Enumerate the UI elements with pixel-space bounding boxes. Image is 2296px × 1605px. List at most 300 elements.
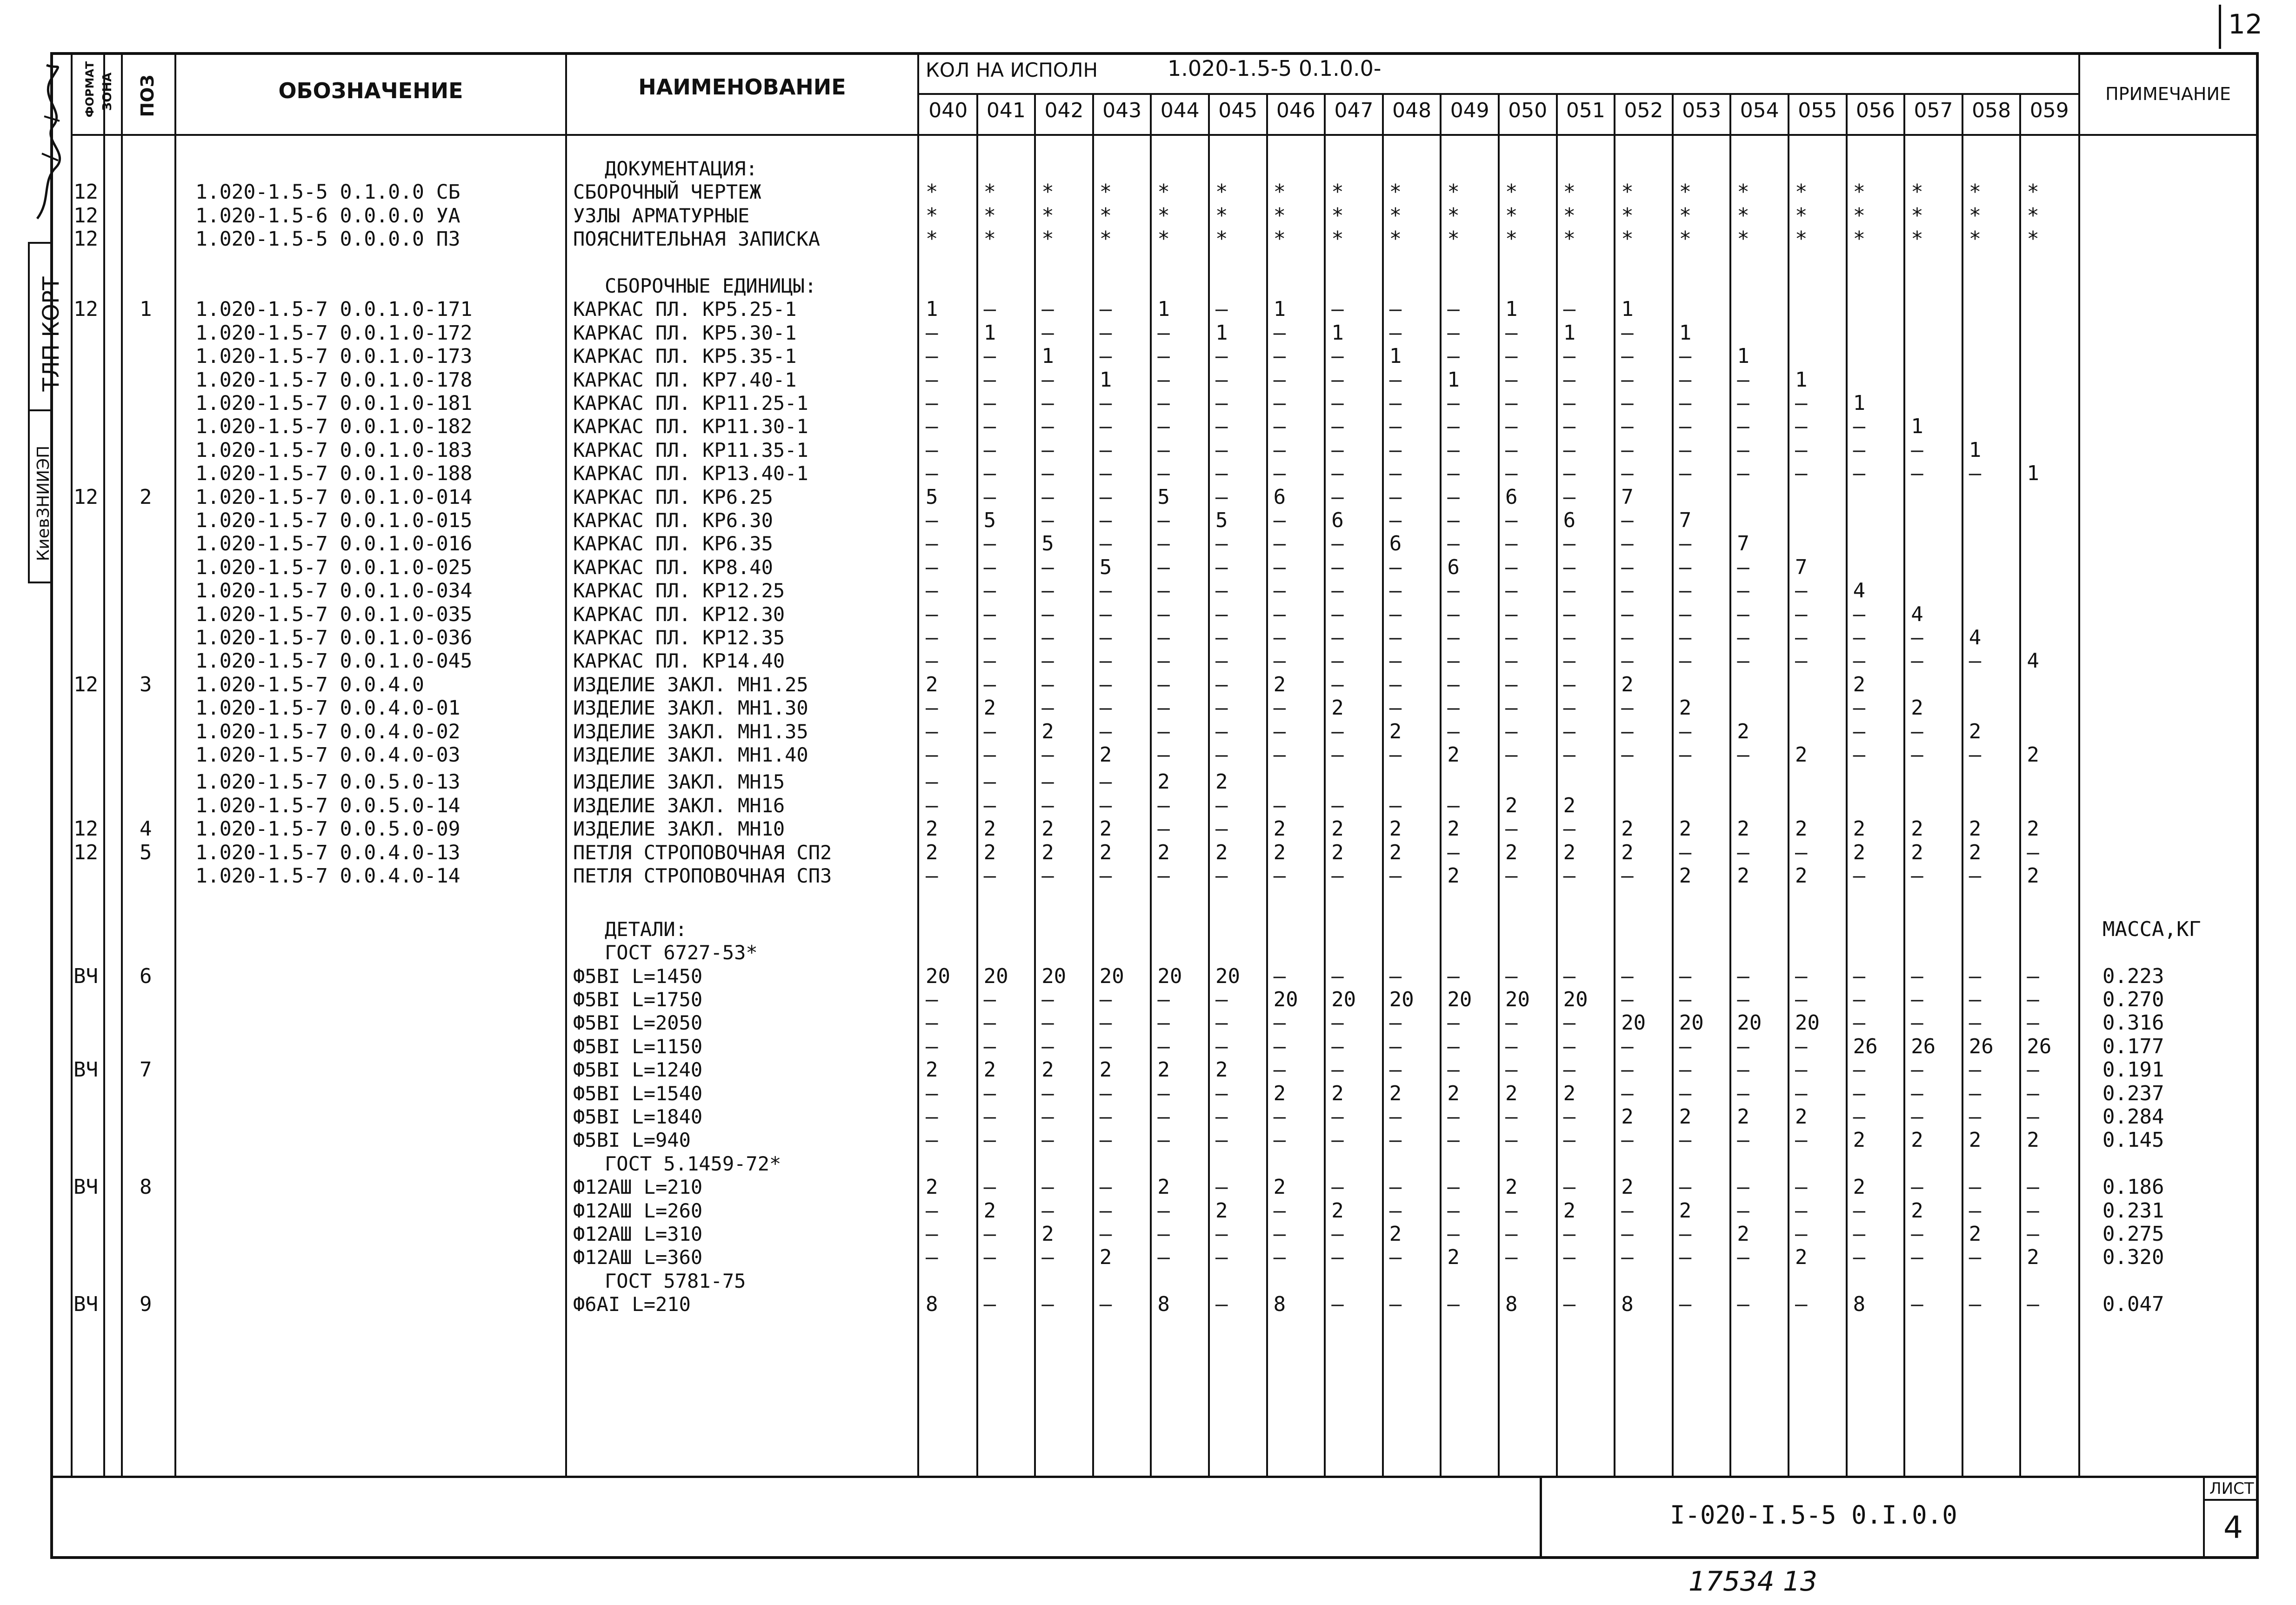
qty-cell: 2 — [1737, 1222, 1749, 1246]
qty-cell: 4 — [1969, 626, 1982, 649]
qty-cell: 2 — [1389, 840, 1402, 864]
qty-cell: – — [926, 770, 938, 794]
qty-cell — [1209, 157, 1268, 181]
qty-cell: * — [1389, 227, 1402, 251]
qty-cell: – — [1331, 368, 1344, 392]
qty-cell: – — [1389, 1034, 1402, 1058]
qty-cell: – — [1563, 391, 1576, 415]
qty-cell: – — [1041, 555, 1054, 579]
qty-cell — [919, 918, 978, 941]
qty-cell: – — [1215, 743, 1228, 767]
qty-cell: – — [1447, 1011, 1460, 1035]
qty-cell — [1730, 941, 1789, 964]
qty-cell: 5 — [926, 485, 938, 509]
variant-header: 059 — [2029, 99, 2069, 122]
qty-cell: – — [1679, 1175, 1692, 1199]
qty-cell: – — [1331, 579, 1344, 603]
qty-cell — [1789, 157, 1847, 181]
qty-cell: – — [1737, 649, 1749, 673]
qty-cell — [1093, 251, 1152, 274]
qty-cell — [1962, 1152, 2021, 1176]
qty-cell — [1383, 770, 1442, 794]
qty-cell — [1151, 274, 1209, 298]
qty-cell: – — [1505, 368, 1518, 392]
qty-cell — [1093, 1152, 1152, 1176]
qty-cell — [1789, 888, 1847, 911]
qty-cell — [1093, 1270, 1152, 1293]
qty-cell: – — [1273, 1058, 1286, 1082]
row-name: Ф6АI L=210 — [573, 1293, 691, 1316]
qty-cell: * — [1969, 227, 1982, 251]
qty-cell: – — [1505, 1058, 1518, 1082]
row-name: Ф5ВI L=2050 — [573, 1011, 703, 1035]
row-name: Ф5ВI L=940 — [573, 1129, 691, 1152]
qty-cell: 20 — [1273, 988, 1298, 1011]
qty-cell: – — [1331, 626, 1344, 649]
qty-cell: – — [1157, 1198, 1170, 1223]
qty-cell: * — [1679, 227, 1692, 251]
qty-cell: – — [1331, 438, 1344, 462]
stamp-org: ТЛП КОРТ — [38, 276, 64, 392]
qty-cell: – — [1041, 988, 1054, 1011]
row-note: 0.047 — [2102, 1292, 2164, 1317]
qty-cell — [2020, 673, 2079, 696]
qty-cell — [1904, 888, 1963, 911]
qty-cell — [1325, 1270, 1383, 1293]
qty-cell: 2 — [1795, 1105, 1808, 1129]
qty-cell — [1730, 770, 1789, 794]
qty-cell: 2 — [1389, 1222, 1402, 1246]
qty-cell — [1962, 321, 2021, 345]
qty-cell: – — [1331, 1175, 1344, 1199]
qty-cell: – — [1331, 964, 1344, 988]
qty-cell: * — [1041, 227, 1054, 251]
qty-cell: 1 — [1737, 344, 1749, 368]
qty-cell: * — [1911, 203, 1923, 227]
qty-cell: 20 — [1099, 964, 1124, 988]
qty-cell: – — [1563, 415, 1576, 439]
qty-cell: 2 — [1563, 793, 1576, 817]
qty-cell: – — [1447, 602, 1460, 626]
qty-cell: – — [1041, 321, 1054, 345]
qty-cell: – — [1041, 579, 1054, 603]
row-pos: 4 — [140, 817, 152, 841]
qty-cell: – — [1389, 672, 1402, 696]
qty-cell: – — [983, 461, 996, 486]
qty-cell: * — [1273, 203, 1286, 227]
qty-cell: * — [1737, 203, 1749, 227]
row-note: 0.237 — [2102, 1081, 2164, 1105]
qty-cell: – — [1041, 461, 1054, 486]
row-designation: 1.020-1.5-7 0.0.1.0-172 — [195, 321, 473, 345]
qty-cell: – — [1157, 696, 1170, 720]
qty-cell — [1789, 486, 1847, 509]
qty-cell: – — [1563, 555, 1576, 579]
row-name: КАРКАС ПЛ. КР7.40-1 — [573, 368, 797, 391]
qty-cell — [1847, 368, 1905, 392]
qty-cell: 2 — [926, 840, 938, 864]
qty-cell: – — [1157, 719, 1170, 743]
qty-cell: – — [1679, 415, 1692, 439]
qty-cell: 8 — [1505, 1292, 1518, 1317]
qty-cell: – — [1795, 649, 1808, 673]
qty-cell: 2 — [1099, 743, 1112, 767]
qty-cell: 2 — [1737, 817, 1749, 841]
qty-cell: – — [983, 770, 996, 794]
qty-cell: 6 — [1505, 485, 1518, 509]
qty-cell: – — [1737, 964, 1749, 988]
row-name: ИЗДЕЛИЕ ЗАКЛ. МН1.40 — [573, 743, 808, 766]
qty-cell: – — [1737, 743, 1749, 767]
row-designation: 1.020-1.5-7 0.0.1.0-015 — [195, 509, 473, 532]
row-name: ГОСТ 5.1459-72* — [605, 1152, 781, 1175]
qty-cell: – — [1737, 415, 1749, 439]
qty-cell — [1847, 274, 1905, 298]
row-pos: 1 — [140, 297, 152, 321]
qty-cell: – — [983, 1128, 996, 1152]
qty-cell: – — [1273, 1011, 1286, 1035]
qty-cell — [1789, 274, 1847, 298]
qty-cell — [1789, 509, 1847, 532]
qty-cell: – — [1273, 602, 1286, 626]
qty-cell: – — [1447, 321, 1460, 345]
qty-cell: – — [1679, 579, 1692, 603]
qty-cell: 2 — [983, 1058, 996, 1082]
qty-cell — [1151, 888, 1209, 911]
row-name: КАРКАС ПЛ. КР6.25 — [573, 485, 773, 508]
qty-cell: – — [926, 719, 938, 743]
qty-cell: – — [1331, 415, 1344, 439]
qty-cell: – — [1215, 438, 1228, 462]
variant-header: 041 — [986, 99, 1026, 122]
qty-cell: * — [1969, 180, 1982, 204]
qty-cell — [2020, 486, 2079, 509]
qty-cell: * — [1621, 227, 1634, 251]
qty-cell: – — [1969, 1058, 1982, 1082]
qty-cell — [2020, 941, 2079, 964]
row-name: КАРКАС ПЛ. КР13.40-1 — [573, 462, 808, 485]
qty-cell — [2020, 157, 2079, 181]
qty-cell: – — [1563, 1128, 1576, 1152]
qty-cell: – — [1911, 719, 1923, 743]
qty-cell — [2020, 439, 2079, 462]
row-designation: 1.020-1.5-7 0.0.4.0-13 — [195, 841, 461, 864]
variant-header: 047 — [1334, 99, 1374, 122]
qty-cell: – — [1679, 1034, 1692, 1058]
qty-cell: 7 — [1621, 485, 1634, 509]
qty-cell: 1 — [1563, 321, 1576, 345]
qty-cell: 8 — [1621, 1292, 1634, 1317]
qty-cell: * — [1389, 180, 1402, 204]
qty-cell: – — [1215, 1128, 1228, 1152]
qty-cell: 2 — [1621, 672, 1634, 696]
qty-cell: – — [1041, 1245, 1054, 1270]
qty-cell: 2 — [1679, 1105, 1692, 1129]
qty-cell: * — [1853, 227, 1866, 251]
qty-cell: – — [1157, 1105, 1170, 1129]
qty-cell: – — [1273, 321, 1286, 345]
qty-cell: 2 — [1853, 1175, 1866, 1199]
row-name: Ф5ВI L=1450 — [573, 964, 703, 988]
qty-cell — [1962, 415, 2021, 438]
qty-cell: 2 — [926, 1058, 938, 1082]
qty-cell — [1962, 368, 2021, 392]
qty-cell: – — [983, 438, 996, 462]
qty-cell: – — [1505, 555, 1518, 579]
qty-cell: 2 — [1505, 1175, 1518, 1199]
col-line-format-left — [71, 52, 73, 1476]
qty-cell: – — [1563, 1058, 1576, 1082]
qty-cell — [1383, 1152, 1442, 1176]
qty-cell: – — [1679, 988, 1692, 1011]
qty-cell: – — [1853, 743, 1866, 767]
qty-cell: 1 — [983, 321, 996, 345]
row-note: 0.275 — [2102, 1222, 2164, 1246]
qty-cell: 5 — [1215, 508, 1228, 532]
qty-cell: – — [1273, 1034, 1286, 1058]
qty-cell — [1441, 274, 1499, 298]
qty-cell: – — [1157, 602, 1170, 626]
qty-cell: – — [1389, 438, 1402, 462]
qty-cell — [1615, 157, 1673, 181]
qty-cell: * — [1447, 180, 1460, 204]
qty-cell: – — [1853, 719, 1866, 743]
qty-cell — [1789, 298, 1847, 321]
qty-cell: 2 — [1215, 1058, 1228, 1082]
qty-cell: – — [1389, 368, 1402, 392]
qty-cell: – — [1563, 649, 1576, 673]
qty-cell: 1 — [2027, 461, 2039, 486]
qty-cell: – — [1795, 415, 1808, 439]
qty-cell: – — [1157, 579, 1170, 603]
qty-cell: – — [1911, 1292, 1923, 1317]
qty-cell: – — [1273, 438, 1286, 462]
qty-cell: – — [1505, 696, 1518, 720]
header-note: ПРИМЕЧАНИЕ — [2105, 84, 2231, 104]
qty-cell: – — [1853, 1245, 1866, 1270]
qty-cell: – — [1853, 649, 1866, 673]
qty-cell — [1267, 157, 1326, 181]
qty-cell — [2020, 298, 2079, 321]
qty-cell: – — [926, 1198, 938, 1223]
row-format: 12 — [73, 672, 98, 696]
qty-cell — [1673, 941, 1731, 964]
row-note: 0.320 — [2102, 1245, 2164, 1270]
qty-cell: – — [1215, 817, 1228, 841]
row-name: КАРКАС ПЛ. КР12.35 — [573, 626, 785, 649]
qty-cell — [2020, 251, 2079, 274]
qty-cell: – — [983, 1292, 996, 1317]
qty-cell — [1847, 298, 1905, 321]
row-designation: 1.020-1.5-5 0.0.0.0 ПЗ — [195, 227, 461, 251]
qty-cell: * — [1621, 180, 1634, 204]
row-note: 0.270 — [2102, 988, 2164, 1011]
row-format: 12 — [73, 180, 98, 204]
qty-cell: 2 — [1273, 1081, 1286, 1105]
qty-cell — [1209, 251, 1268, 274]
row-name: ДОКУМЕНТАЦИЯ: — [605, 157, 758, 180]
qty-cell — [1789, 532, 1847, 555]
qty-cell — [2020, 1152, 2079, 1176]
row-name: Ф5ВI L=1240 — [573, 1058, 703, 1082]
qty-cell: 20 — [1737, 1011, 1762, 1035]
row-name: КАРКАС ПЛ. КР11.30-1 — [573, 415, 808, 438]
qty-cell — [1904, 918, 1963, 941]
qty-cell — [1730, 673, 1789, 696]
stamp-box-rule-2 — [28, 409, 51, 411]
row-name: Ф12АШ L=360 — [573, 1246, 703, 1269]
row-name: Ф5ВI L=1750 — [573, 988, 703, 1011]
qty-cell — [977, 941, 1036, 964]
qty-cell: * — [926, 227, 938, 251]
qty-cell: 2 — [1273, 817, 1286, 841]
qty-cell: 7 — [1737, 532, 1749, 556]
qty-cell: – — [1273, 344, 1286, 368]
qty-cell — [1035, 918, 1094, 941]
qty-cell — [1441, 770, 1499, 794]
qty-cell: – — [1447, 508, 1460, 532]
qty-cell: – — [983, 1034, 996, 1058]
qty-cell — [1209, 888, 1268, 911]
qty-cell: – — [1969, 1292, 1982, 1317]
row-designation: 1.020-1.5-7 0.0.4.0-01 — [195, 696, 461, 720]
qty-cell: – — [1447, 297, 1460, 321]
qty-cell: – — [1041, 1292, 1054, 1317]
qty-cell: – — [926, 461, 938, 486]
qty-cell: 2 — [1621, 1175, 1634, 1199]
doc-code: I-020-I.5-5 0.I.0.0 — [1670, 1500, 1957, 1530]
qty-cell: 2 — [1273, 840, 1286, 864]
qty-cell — [1962, 298, 2021, 321]
row-pos: 8 — [140, 1175, 152, 1199]
qty-cell — [1093, 941, 1152, 964]
qty-cell: – — [1447, 1105, 1460, 1129]
qty-cell: – — [1737, 602, 1749, 626]
qty-cell: * — [1331, 180, 1344, 204]
qty-cell: 26 — [1853, 1034, 1878, 1058]
qty-cell: – — [983, 1245, 996, 1270]
qty-cell: – — [926, 532, 938, 556]
row-designation: 1.020-1.5-7 0.0.5.0-09 — [195, 817, 461, 841]
handwritten-note: 17534 13 — [1689, 1565, 1817, 1597]
qty-cell — [977, 918, 1036, 941]
qty-cell: – — [1331, 1245, 1344, 1270]
qty-cell: 1 — [926, 297, 938, 321]
qty-cell — [1847, 321, 1905, 345]
qty-cell — [1847, 532, 1905, 555]
row-designation: 1.020-1.5-7 0.0.1.0-025 — [195, 555, 473, 579]
qty-cell: – — [1621, 579, 1634, 603]
qty-cell: – — [1273, 1198, 1286, 1223]
qty-cell: 2 — [1041, 1058, 1054, 1082]
qty-cell: 2 — [1969, 1222, 1982, 1246]
row-name: КАРКАС ПЛ. КР6.35 — [573, 532, 773, 555]
qty-cell: – — [1737, 1128, 1749, 1152]
qty-cell: – — [1621, 719, 1634, 743]
qty-cell: – — [1099, 988, 1112, 1011]
qty-cell: – — [1737, 988, 1749, 1011]
qty-cell: * — [1795, 203, 1808, 227]
qty-cell: – — [1505, 391, 1518, 415]
qty-cell — [1383, 274, 1442, 298]
qty-cell: 20 — [983, 964, 1008, 988]
qty-cell: 6 — [1389, 532, 1402, 556]
row-name: Ф12АШ L=310 — [573, 1223, 703, 1245]
qty-cell: – — [1795, 1175, 1808, 1199]
qty-cell — [1962, 673, 2021, 696]
row-name: ПОЯСНИТЕЛЬНАЯ ЗАПИСКА — [573, 227, 821, 251]
qty-cell — [1557, 888, 1615, 911]
qty-cell — [2020, 626, 2079, 649]
qty-cell: – — [1621, 321, 1634, 345]
qty-cell: 1 — [1969, 438, 1982, 462]
qty-cell: 5 — [1041, 532, 1054, 556]
qty-cell — [1730, 251, 1789, 274]
qty-cell — [1847, 345, 1905, 368]
qty-cell: – — [1215, 344, 1228, 368]
qty-cell: – — [1447, 485, 1460, 509]
qty-cell: – — [1795, 988, 1808, 1011]
qty-cell: 2 — [1273, 1175, 1286, 1199]
qty-cell: – — [983, 579, 996, 603]
qty-cell — [1035, 157, 1094, 181]
qty-cell: – — [1157, 672, 1170, 696]
qty-cell: – — [1621, 1081, 1634, 1105]
qty-cell: – — [1795, 1198, 1808, 1223]
row-format: 12 — [73, 817, 98, 841]
qty-cell: – — [1389, 508, 1402, 532]
qty-cell: – — [1099, 672, 1112, 696]
qty-cell — [1962, 345, 2021, 368]
qty-cell: – — [1737, 1292, 1749, 1317]
qty-cell: – — [1447, 438, 1460, 462]
qty-cell: 8 — [1273, 1292, 1286, 1317]
qty-cell: – — [1621, 391, 1634, 415]
qty-cell: – — [1157, 1011, 1170, 1035]
row-name: Ф5ВI L=1840 — [573, 1105, 703, 1128]
qty-cell: – — [2027, 1175, 2039, 1199]
qty-cell: – — [983, 555, 996, 579]
qty-cell: – — [1273, 1128, 1286, 1152]
qty-cell: – — [1215, 555, 1228, 579]
qty-cell — [1441, 941, 1499, 964]
qty-cell: – — [1621, 344, 1634, 368]
qty-cell: – — [1505, 461, 1518, 486]
qty-cell: – — [1273, 1105, 1286, 1129]
qty-cell: – — [1679, 1292, 1692, 1317]
qty-cell — [977, 1270, 1036, 1293]
qty-cell: – — [1215, 719, 1228, 743]
row-format: ВЧ — [73, 1292, 98, 1317]
qty-cell: – — [1099, 1198, 1112, 1223]
qty-cell: – — [983, 719, 996, 743]
qty-cell: – — [1563, 438, 1576, 462]
qty-cell: – — [926, 555, 938, 579]
qty-cell: – — [1795, 602, 1808, 626]
qty-cell: – — [983, 1105, 996, 1129]
qty-cell: – — [1911, 743, 1923, 767]
qty-cell — [1151, 157, 1209, 181]
qty-cell: – — [926, 1222, 938, 1246]
qty-cell: 5 — [983, 508, 996, 532]
qty-cell: 20 — [1563, 988, 1588, 1011]
qty-cell: – — [1447, 719, 1460, 743]
qty-cell — [1847, 157, 1905, 181]
qty-cell: * — [1621, 203, 1634, 227]
qty-cell: * — [2027, 227, 2039, 251]
qty-cell: – — [1215, 649, 1228, 673]
qty-cell: – — [1099, 415, 1112, 439]
